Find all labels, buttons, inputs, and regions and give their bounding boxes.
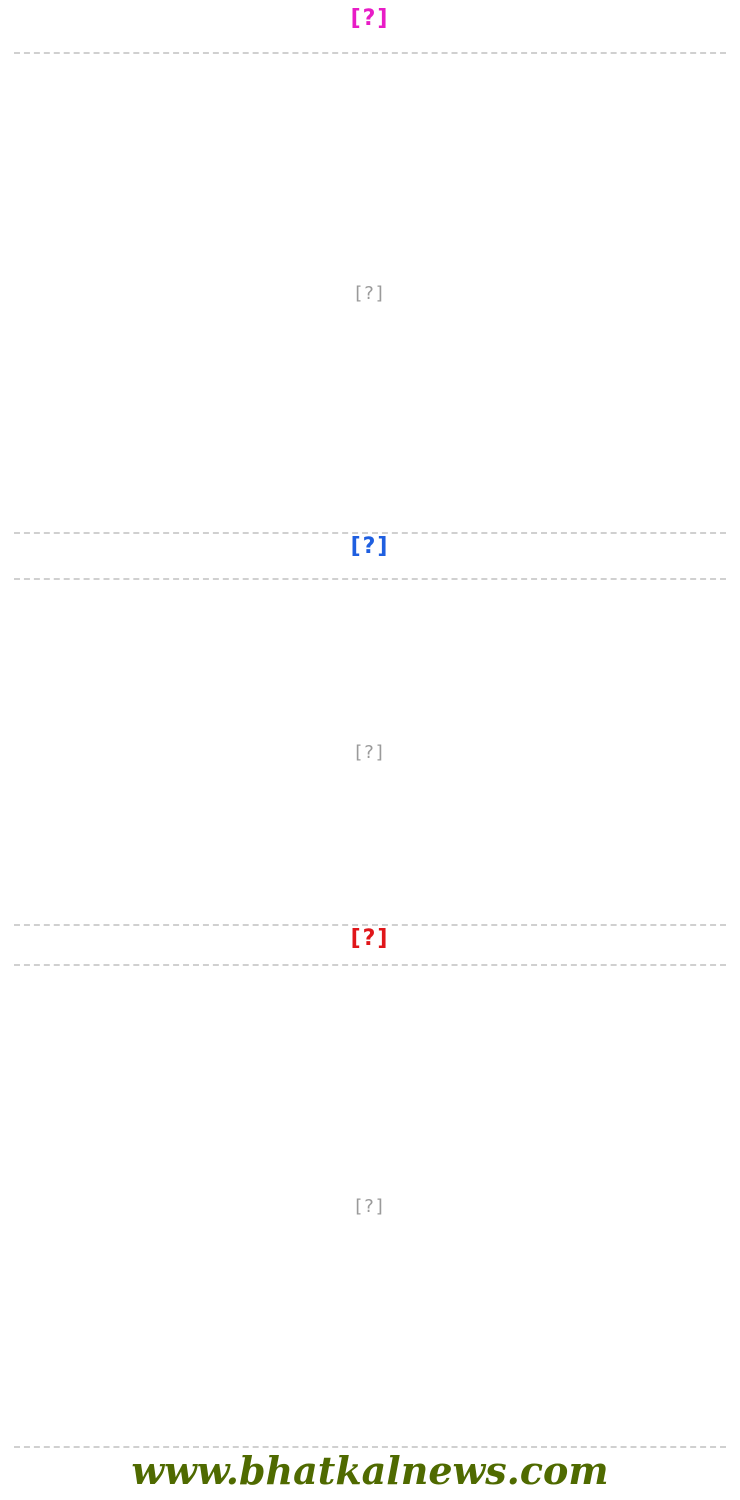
article-1-body-text: [?]	[355, 282, 385, 304]
article-2-body-text: [?]	[355, 741, 385, 763]
article-2-body	[14, 578, 726, 926]
article-1-body	[14, 52, 726, 534]
site-url[interactable]: www.bhatkalnews.com	[131, 1448, 609, 1493]
article-3-body-text: [?]	[355, 1195, 385, 1217]
article-3-body	[14, 964, 726, 1448]
article-3-headline: [?]	[350, 926, 390, 951]
article-1-headline: [?]	[350, 6, 390, 31]
article-2-headline: [?]	[350, 534, 390, 559]
